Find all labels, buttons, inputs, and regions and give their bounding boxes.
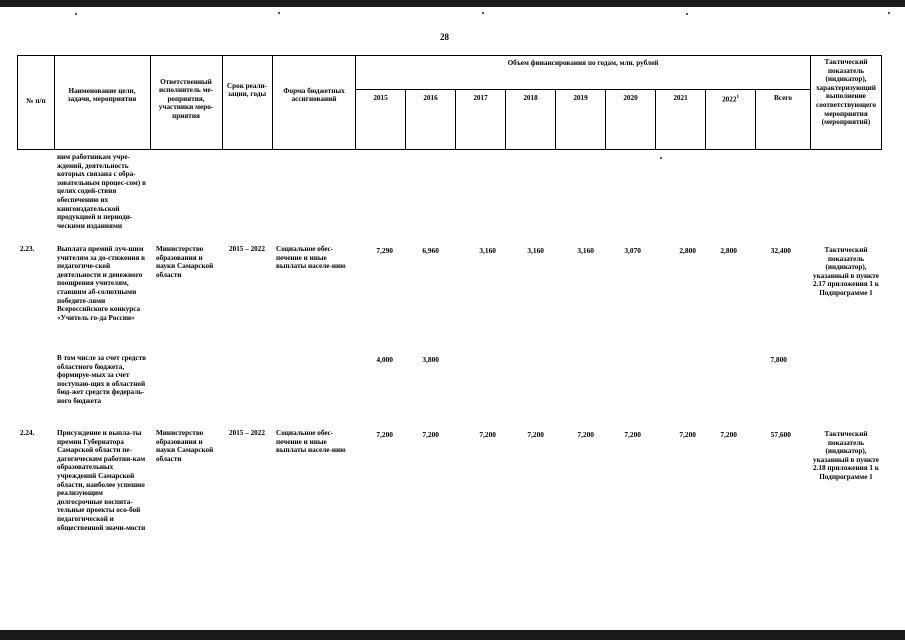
row-2-24-name: Присуждение и выпла-ты премии Губернатора Самарской области пе-дагогическим работни-кам образовательных учреждений Самарской области, наиболее успешно реализующим долгосрочные воспита-тельные проекты осо-бой педагогической и общественной значи-мости: [57, 429, 146, 532]
row-2-24-value: 7,200: [720, 430, 737, 439]
col-rule: [881, 55, 882, 150]
header-year: 2016: [423, 94, 438, 102]
col-rule: [54, 55, 55, 150]
page-number: 28: [440, 32, 449, 42]
header-total: Всего: [774, 94, 792, 102]
row-2-23-value: 2,800: [720, 246, 737, 255]
header-year: 2017: [473, 94, 488, 102]
header-term: Срок реали-зации, годы: [226, 82, 268, 99]
footnote-mark: 1: [736, 95, 739, 100]
row-2-23-name: Выплата премий луч-шим учителям за до-стижения в педагогиче-ской деятельности и денежного поощрения учителям, ставшим аб-солютными победите-лями Всероссийского конкурса «Учитель го-да России»: [57, 245, 146, 322]
row-2-23-total: 32,400: [770, 246, 791, 255]
row-2-23-value: 3,160: [527, 246, 544, 255]
row-2-23-indicator: Тактический показатель (индикатор), указанный в пункте 2.17 приложения 1 к Подпрограмме 1: [813, 246, 879, 297]
header-year: 2015: [373, 94, 388, 102]
continued-name: ним работникам учре-ждений, деятельность которых связана с обра-зовательным процес-сом) в целях содей-ствия обеспечению их книгоиздательской продукцией и периоди-ческими изданиями: [57, 153, 146, 230]
scan-speck: [278, 12, 280, 14]
row-2-24-term: 2015 – 2022: [229, 429, 265, 437]
row-2-23-sub-2015: 4,000: [376, 355, 393, 364]
header-year-2022: [706, 94, 755, 104]
row-2-24-total: 57,600: [770, 430, 791, 439]
scan-top-border: [0, 0, 905, 7]
row-2-24-value: 7,200: [376, 430, 393, 439]
row-2-23-num: 2.23.: [20, 245, 35, 253]
col-rule: [272, 55, 273, 150]
row-2-24-value: 7,200: [679, 430, 696, 439]
header-year: 2019: [573, 94, 588, 102]
row-2-23-value: 3,160: [479, 246, 496, 255]
col-rule: [150, 55, 151, 150]
row-2-24-responsible: Министерство образования и науки Самарской области: [156, 429, 214, 463]
row-2-23-sub-total: 7,800: [770, 355, 787, 364]
table-top-rule: [17, 55, 882, 56]
row-2-23-sub-name: В том числе за счет средств областного бюджета, формируе-мых за счет поступаю-щих в областной бюд-жет средств федераль-ного бюджета: [57, 354, 146, 405]
row-2-24-value: 7,200: [479, 430, 496, 439]
header-year: 2021: [673, 94, 688, 102]
row-2-24-indicator: Тактический показатель (индикатор), указанный в пункте 2.18 приложения 1 к Подпрограмме 1: [813, 430, 879, 481]
row-2-23-value: 6,960: [422, 246, 439, 255]
scan-speck: [75, 13, 77, 15]
row-2-23-form: Социальное обес-печение и иные выплаты населе-нию: [276, 245, 346, 271]
row-2-23-value: 7,290: [376, 246, 393, 255]
header-responsible: Ответственный исполнитель ме-роприятия, участники меро-приятия: [158, 78, 214, 120]
header-year: 2018: [523, 94, 538, 102]
years-rule: [355, 89, 810, 90]
scan-bottom-border: [0, 630, 905, 640]
row-2-23-responsible: Министерство образования и науки Самарской области: [156, 245, 214, 279]
header-year: 2020: [623, 94, 638, 102]
year-label: 2022: [722, 95, 737, 104]
row-2-24-value: 7,200: [527, 430, 544, 439]
row-2-23-value: 2,800: [679, 246, 696, 255]
row-2-24-value: 7,200: [577, 430, 594, 439]
col-rule: [355, 55, 356, 150]
row-2-24-form: Социальное обес-печение и иные выплаты населе-нию: [276, 429, 346, 455]
header-financing: Объем финансирования по годам, млн. рублей: [507, 59, 659, 67]
col-rule: [222, 55, 223, 150]
scan-speck: [660, 157, 662, 159]
header-indicator: Тактический показатель (индикатор), характеризующий выполнение соответствующего мероприятия (мероприятий): [816, 58, 876, 127]
scan-speck: [888, 12, 890, 14]
row-2-24-num: 2.24.: [20, 429, 35, 437]
header-bottom-rule: [17, 149, 882, 150]
row-2-23-value: 3,070: [624, 246, 641, 255]
col-rule: [810, 55, 811, 150]
row-2-23-sub-2016: 3,800: [422, 355, 439, 364]
row-2-23-term: 2015 – 2022: [229, 245, 265, 253]
scan-speck: [482, 12, 484, 14]
scan-speck: [686, 13, 688, 15]
row-2-23-value: 3,160: [577, 246, 594, 255]
header-num: № п/п: [26, 97, 46, 105]
header-name: Наименование цели, задачи, мероприятия: [67, 87, 137, 104]
header-form: Форма бюджетных ассигнований: [283, 87, 345, 104]
row-2-24-value: 7,200: [422, 430, 439, 439]
row-2-24-value: 7,200: [624, 430, 641, 439]
